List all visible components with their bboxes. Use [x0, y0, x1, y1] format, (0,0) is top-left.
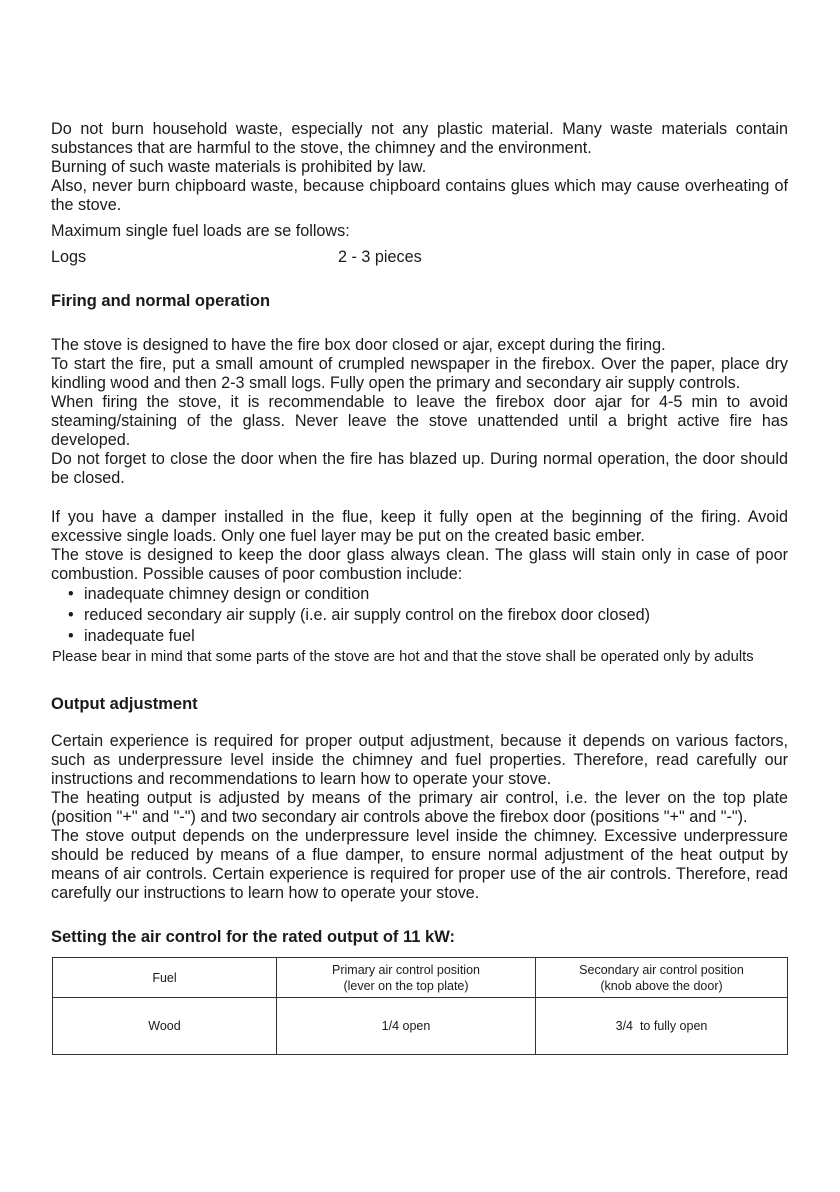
document-page: [51, 120, 788, 1055]
heading-setting: Setting the air control for the rated output of 11 kW:: [51, 928, 455, 946]
primary-header-line1: Primary air control position: [332, 962, 480, 977]
table-header-fuel: Fuel: [53, 958, 277, 998]
fuel-load-amount: 2 - 3 pieces: [338, 248, 422, 266]
paragraph-output-3: The stove output depends on the underpressure level inside the chimney. Excessive underpressure should be reduced by means of a flue damper, to ensure normal adjustment of the heat output by means of air controls. Certain experience is required for proper use of the air controls. Therefore, read carefully our instructions to learn how to operate your stove.: [51, 827, 788, 902]
air-control-table: [52, 957, 788, 1055]
paragraph-firing-6: The stove is designed to keep the door glass always clean. The glass will stain only in case of poor combustion. Possible causes of poor combustion include:: [51, 546, 788, 583]
fuel-load-name: Logs: [51, 248, 87, 266]
paragraph-firing-4: Do not forget to close the door when the fire has blazed up. During normal operation, the door should be closed.: [51, 450, 788, 487]
paragraph-firing-1: The stove is designed to have the fire box door closed or ajar, except during the firing.: [51, 336, 666, 354]
paragraph-waste-3: Also, never burn chipboard waste, because chipboard contains glues which may cause overheating of the stove.: [51, 177, 788, 214]
table-row: [53, 998, 788, 1055]
paragraph-firing-3: When firing the stove, it is recommendable to leave the firebox door ajar for 4-5 min to avoid steaming/staining of the glass. Never leave the stove unattended until a bright active fire has developed.: [51, 393, 788, 449]
list-item: • inadequate fuel: [65, 626, 788, 647]
heading-output: Output adjustment: [51, 695, 198, 713]
safety-note: Please bear in mind that some parts of the stove are hot and that the stove shall be operated only by adults: [52, 649, 754, 665]
paragraph-waste-1: Do not burn household waste, especially not any plastic material. Many waste materials contain substances that are harmful to the stove, the chimney and the environment.: [51, 120, 788, 157]
table-cell-fuel: Wood: [53, 998, 277, 1055]
secondary-header-line2: (knob above the door): [600, 978, 723, 993]
paragraph-output-1: Certain experience is required for proper output adjustment, because it depends on various factors, such as underpressure level inside the chimney and fuel properties. Therefore, read carefully our instructions and recommendations to learn how to operate your stove.: [51, 732, 788, 788]
heading-firing: Firing and normal operation: [51, 292, 271, 310]
table-header-row: [53, 958, 788, 998]
list-item: • reduced secondary air supply (i.e. air supply control on the firebox door closed): [65, 605, 788, 626]
table-header-primary: [277, 958, 536, 998]
poor-combustion-causes-list: [51, 584, 788, 647]
paragraph-firing-5: If you have a damper installed in the flue, keep it fully open at the beginning of the firing. Avoid excessive single loads. Only one fuel layer may be put on the created basic ember.: [51, 508, 788, 545]
table-cell-secondary: 3/4 to fully open: [536, 998, 788, 1055]
paragraph-waste-2: Burning of such waste materials is prohibited by law.: [51, 158, 427, 176]
list-item: • inadequate chimney design or condition: [65, 584, 788, 605]
paragraph-loads: Maximum single fuel loads are se follows:: [51, 222, 350, 240]
primary-header-line2: (lever on the top plate): [343, 978, 469, 993]
paragraph-output-2: The heating output is adjusted by means of the primary air control, i.e. the lever on the top plate (position "+" and "-") and two secondary air controls above the firebox door (positions "+" and "-").: [51, 789, 788, 826]
secondary-header-line1: Secondary air control position: [579, 962, 744, 977]
fuel-load-row: [51, 248, 788, 267]
paragraph-firing-2: To start the fire, put a small amount of crumpled newspaper in the firebox. Over the paper, place dry kindling wood and then 2-3 small logs. Fully open the primary and secondary air supply controls.: [51, 355, 788, 392]
table-header-secondary: [536, 958, 788, 998]
table-cell-primary: 1/4 open: [277, 998, 536, 1055]
